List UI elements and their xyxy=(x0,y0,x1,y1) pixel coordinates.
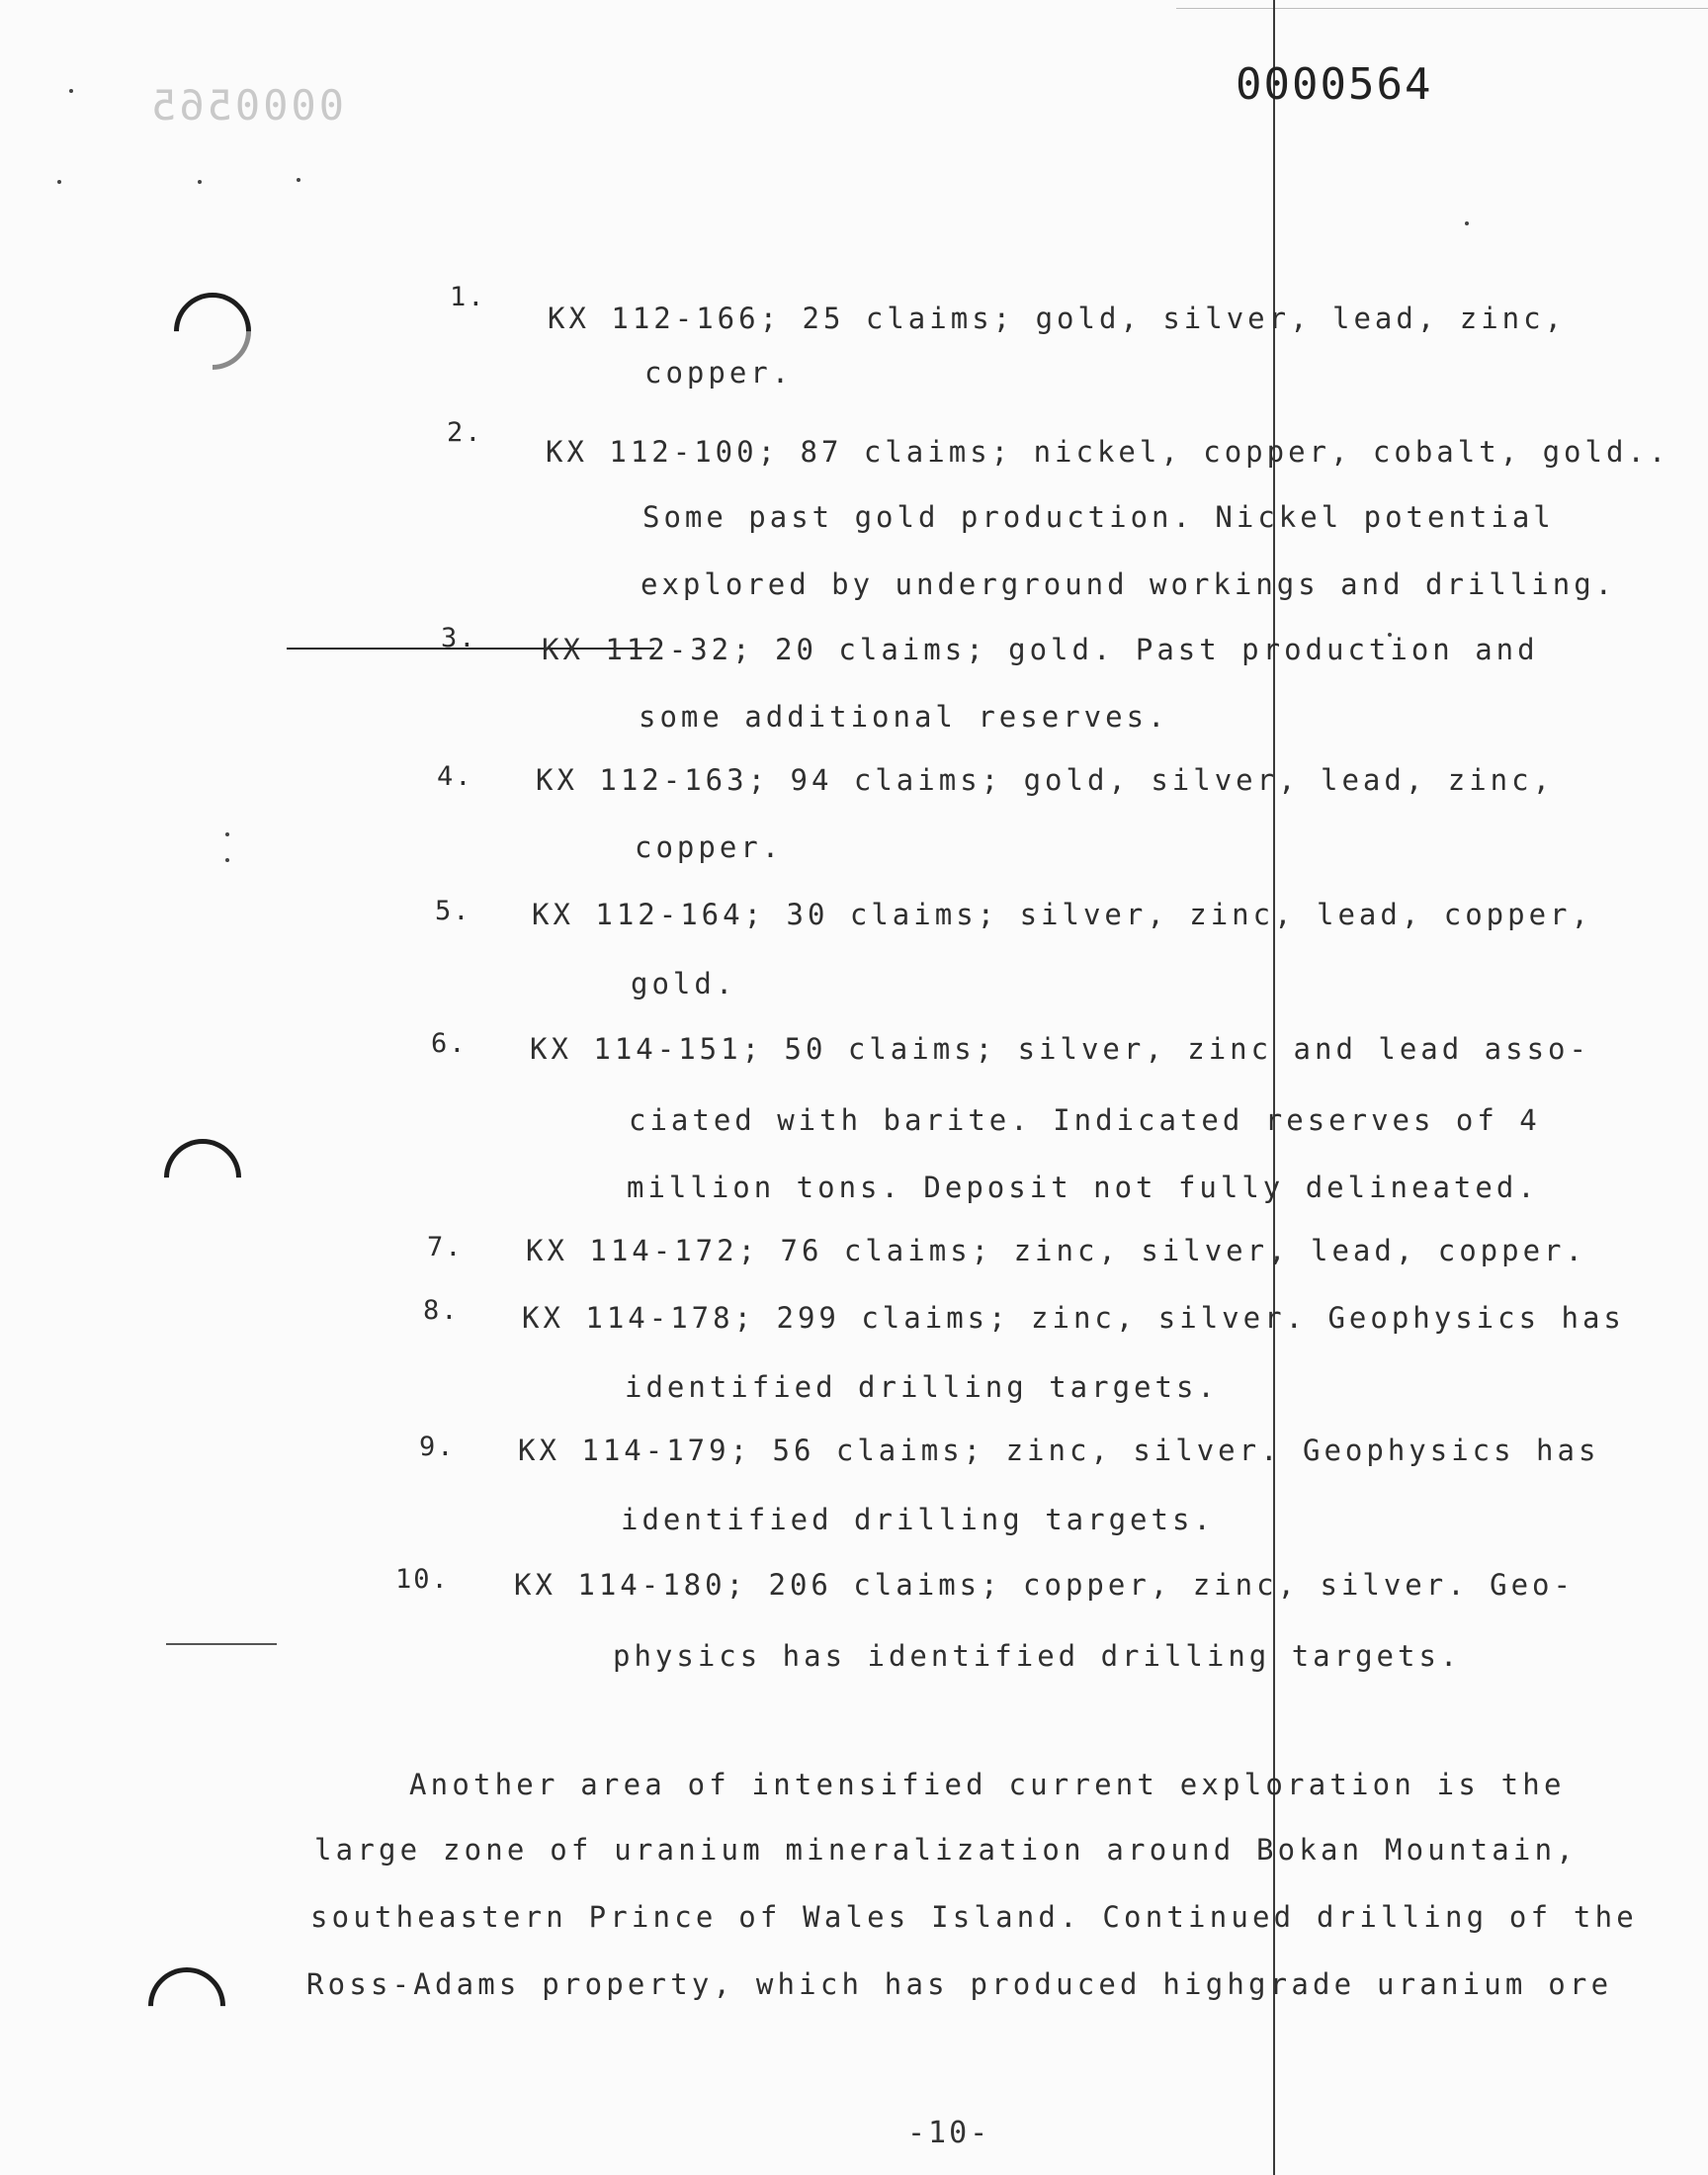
item-line: copper. xyxy=(635,830,784,864)
item-number: 8. xyxy=(423,1295,460,1326)
scan-speck xyxy=(69,89,73,93)
item-line: KX 112-163; 94 claims; gold, silver, lead, zinc, xyxy=(536,763,1555,797)
item-line: physics has identified drilling targets. xyxy=(613,1639,1462,1673)
item-line: KX 112-164; 30 claims; silver, zinc, lead, copper, xyxy=(532,898,1592,931)
item-number: 5. xyxy=(435,896,471,926)
page-number: -10- xyxy=(907,2116,991,2150)
item-line: million tons. Deposit not fully delineated. xyxy=(627,1171,1539,1204)
item-line: KX 112-100; 87 claims; nickel, copper, cobalt, gold.. xyxy=(546,435,1670,469)
scan-speck xyxy=(198,180,202,184)
scan-speck xyxy=(225,858,229,862)
item-line: identified drilling targets. xyxy=(621,1503,1215,1536)
bleed-through-number: 0000565 xyxy=(148,81,345,130)
item-number: 4. xyxy=(437,761,473,792)
punch-hole-mark xyxy=(132,1952,241,2060)
scan-speck xyxy=(225,832,229,836)
item-number: 1. xyxy=(450,282,486,312)
item-line: KX 114-178; 299 claims; zinc, silver. Geophysics has xyxy=(522,1301,1625,1335)
item-number: 7. xyxy=(427,1232,464,1262)
item-line: Some past gold production. Nickel potential xyxy=(642,500,1555,534)
item-line: KX 114-151; 50 claims; silver, zinc and lead asso- xyxy=(530,1032,1590,1066)
item-line: KX 112-32; 20 claims; gold. Past production and xyxy=(542,633,1539,666)
paragraph-line: Ross-Adams property, which has produced highgrade uranium ore xyxy=(306,1967,1613,2001)
item-number: 10. xyxy=(395,1564,450,1595)
paragraph-line: southeastern Prince of Wales Island. Continued drilling of the xyxy=(310,1900,1638,1934)
item-line: gold. xyxy=(631,967,737,1000)
item-line: explored by underground workings and drilling. xyxy=(640,567,1617,601)
item-line: KX 114-179; 56 claims; zinc, silver. Geophysics has xyxy=(518,1434,1600,1467)
punch-hole-mark xyxy=(148,1123,257,1232)
margin-pen-mark xyxy=(166,1643,277,1645)
paragraph-line: Another area of intensified current exploration is the xyxy=(409,1768,1566,1801)
item-line: ciated with barite. Indicated reserves of 4 xyxy=(629,1103,1541,1137)
paragraph-line: large zone of uranium mineralization around Bokan Mountain, xyxy=(314,1833,1578,1867)
item-line: KX 114-180; 206 claims; copper, zinc, silver. Geo- xyxy=(514,1568,1575,1602)
item-number: 2. xyxy=(447,417,483,448)
item-number: 6. xyxy=(431,1028,468,1059)
scan-edge-line xyxy=(1176,8,1708,9)
item-number: 9. xyxy=(419,1432,456,1462)
scan-speck xyxy=(297,178,300,182)
punch-hole-mark xyxy=(158,277,267,386)
scan-speck xyxy=(57,180,61,184)
item-number: 3. xyxy=(441,623,477,653)
item-line: KX 114-172; 76 claims; zinc, silver, lead, copper. xyxy=(526,1234,1586,1267)
item-line: identified drilling targets. xyxy=(625,1370,1219,1404)
scan-speck xyxy=(1465,221,1469,225)
item-line: copper. xyxy=(644,356,794,390)
document-number: 0000564 xyxy=(1236,59,1433,110)
item-line: KX 112-166; 25 claims; gold, silver, lead, zinc, xyxy=(548,302,1567,335)
item-line: some additional reserves. xyxy=(639,700,1169,734)
